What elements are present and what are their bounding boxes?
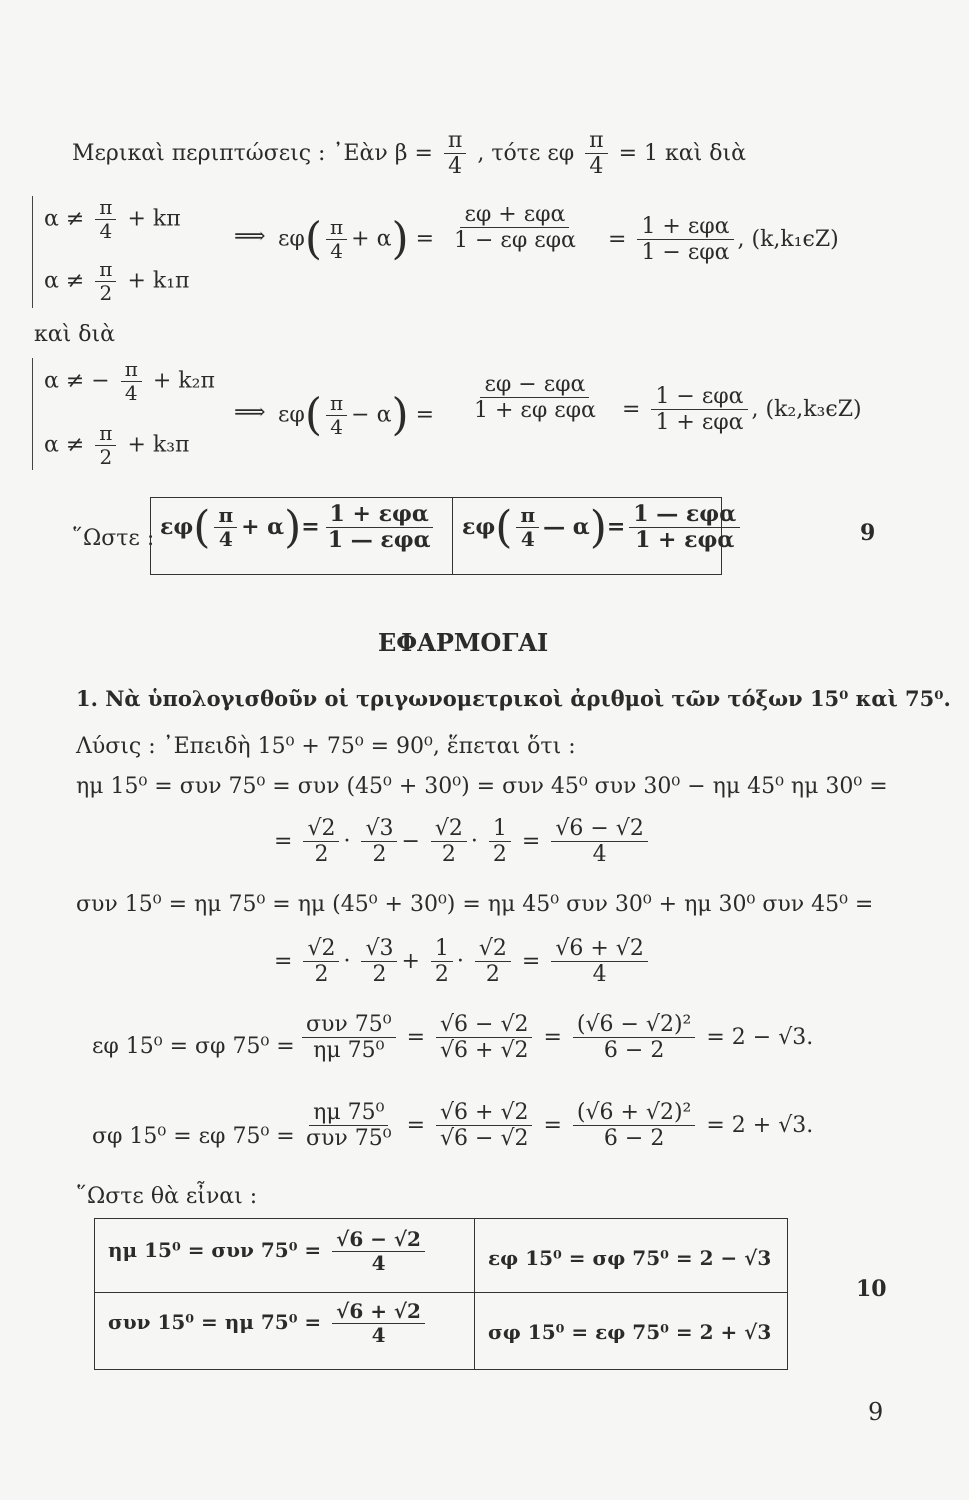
num: √3 (361, 936, 397, 962)
ef-diff-fraction (466, 372, 604, 424)
den: 2 (492, 842, 507, 868)
num: √2 (475, 936, 511, 962)
den: √6 − √2 (440, 1126, 529, 1152)
page-number: 9 (868, 1398, 884, 1426)
den: 4 (371, 1251, 386, 1275)
num: 1 + εφα (326, 502, 433, 528)
num: 1 − εφα (651, 384, 747, 410)
set-note: , (k,k₁ϵZ) (737, 226, 839, 252)
fraction (302, 1012, 396, 1064)
den: συν 75⁰ (306, 1126, 392, 1152)
paren-close: ) (589, 501, 607, 553)
wste-label: ῞Ωστε : (72, 526, 155, 551)
den: 4 (124, 381, 138, 405)
eq: = (406, 1112, 426, 1138)
eq: = (521, 948, 541, 974)
den: 2 (434, 962, 449, 988)
den: 1 + εφα (635, 527, 735, 554)
result: = 2 + √3. (706, 1112, 814, 1138)
fraction (551, 816, 647, 868)
fraction (436, 1100, 532, 1152)
eq: = (274, 828, 293, 854)
den: 2 (99, 445, 113, 469)
den: 4 (330, 239, 343, 263)
table-cell-hm15 (108, 1228, 429, 1275)
num: π (516, 504, 539, 528)
intro-text: Μερικαὶ περιπτώσεις : ᾿Εὰν (72, 140, 388, 166)
cell-lhs: ημ 15⁰ = συν 75⁰ = (108, 1238, 322, 1262)
sun15-line: συν 15⁰ = ημ 75⁰ = ημ (45⁰ + 30⁰) = ημ 45⁰ συν 30⁰ + ημ 30⁰ συν 45⁰ = (76, 892, 874, 917)
fraction (629, 502, 740, 554)
num: √6 − √2 (551, 816, 647, 842)
implies-1: ⟹ (234, 224, 266, 249)
kai-dia: καὶ διὰ (34, 322, 115, 347)
fraction (303, 936, 339, 988)
eq-one-text: = 1 καὶ διὰ (618, 140, 746, 166)
num: π (326, 216, 347, 240)
case-bracket-2 (32, 358, 33, 470)
implies-2: ⟹ (234, 400, 266, 425)
fraction (637, 214, 733, 266)
cond-tail: + k₁π (127, 268, 190, 294)
pi-over-4 (444, 128, 466, 180)
fraction (332, 1300, 425, 1347)
den: 4 (218, 527, 233, 552)
fraction (651, 384, 747, 436)
cond-text: α ≠ (44, 206, 85, 232)
den: 2 (372, 842, 387, 868)
num: π (121, 358, 142, 382)
section-title: ΕΦΑΡΜΟΓΑΙ (378, 628, 549, 657)
pi-over-4 (585, 128, 607, 180)
cond-text: α ≠ (44, 268, 85, 294)
fraction (361, 936, 397, 988)
fraction (303, 816, 339, 868)
minus-a: − α (351, 402, 392, 428)
condition-1b (44, 258, 190, 305)
num: π (214, 504, 237, 528)
fraction (551, 936, 647, 988)
num: √6 + √2 (551, 936, 647, 962)
ef-sum-fraction (446, 202, 584, 254)
ef15-lhs: εφ 15⁰ = σφ 75⁰ = (92, 1034, 295, 1059)
eq: = (274, 948, 293, 974)
pi-over-4 (214, 504, 237, 551)
den: 4 (592, 842, 607, 868)
ef: εφ (278, 226, 305, 252)
cond-tail: + k₂π (152, 368, 215, 394)
eq: = (406, 1024, 426, 1050)
eq: = (415, 402, 435, 428)
den: 1 — εφα (327, 527, 431, 554)
num: √2 (431, 816, 467, 842)
pi-over-4 (326, 392, 347, 439)
den: 2 (485, 962, 500, 988)
num: √6 + √2 (332, 1300, 425, 1324)
num: (√6 + √2)² (573, 1100, 695, 1126)
num: π (444, 128, 466, 154)
ef: εφ (160, 513, 194, 540)
then-text: , τότε εφ (477, 140, 575, 166)
num: √2 (303, 936, 339, 962)
den: √6 + √2 (440, 1038, 529, 1064)
den: 6 − 2 (603, 1038, 665, 1064)
eq: = (301, 513, 320, 540)
den: 4 (99, 219, 113, 243)
result: = 2 − √3. (706, 1024, 814, 1050)
num: π (585, 128, 607, 154)
case-bracket-1 (32, 196, 33, 308)
wste-tha-label: ῞Ωστε θὰ εἶναι : (76, 1184, 258, 1209)
table-col-divider (474, 1218, 475, 1370)
num: εφ − εφα (480, 372, 589, 398)
ef-diff-lhs (278, 389, 435, 441)
sf15-chain (298, 1100, 813, 1152)
ef15-chain (298, 1012, 813, 1064)
special-cases-line (72, 128, 746, 180)
result-box-divider (452, 497, 453, 575)
num: εφ + εφα (460, 202, 569, 228)
paren-open: ( (193, 501, 211, 553)
num: 1 — εφα (629, 502, 740, 528)
num: √3 (361, 816, 397, 842)
den: 4 (592, 962, 607, 988)
plus-a: + α (241, 513, 285, 540)
den: 4 (520, 527, 535, 552)
cond-tail: + kπ (127, 206, 181, 232)
num: (√6 − √2)² (573, 1012, 695, 1038)
fraction (302, 1100, 396, 1152)
paren-open: ( (304, 213, 322, 265)
den: 2 (99, 281, 113, 305)
pi-over-2 (95, 422, 116, 469)
minus-a: — α (543, 513, 590, 540)
num: π (95, 422, 116, 446)
fraction (573, 1100, 695, 1152)
problem-statement: 1. Νὰ ὑπολογισθοῦν οἱ τριγωνομετρικοὶ ἀριθμοὶ τῶν τόξων 15⁰ καὶ 75⁰. (76, 686, 951, 711)
den: 1 + εφα (655, 410, 744, 436)
eq: = (543, 1112, 562, 1138)
eq: = (608, 226, 627, 252)
ef: εφ (462, 513, 496, 540)
margin-number-9: 9 (860, 520, 876, 546)
ef-diff-result (622, 384, 862, 436)
den: 4 (589, 154, 604, 180)
den: 2 (314, 962, 329, 988)
den: 2 (314, 842, 329, 868)
fraction (436, 1012, 532, 1064)
cond-text: α ≠ − (44, 368, 110, 394)
beta-eq: β = (394, 140, 433, 166)
num: √6 − √2 (436, 1012, 532, 1038)
boxed-ef-minus (462, 502, 744, 554)
boxed-ef-plus (160, 502, 439, 554)
condition-1a (44, 196, 181, 243)
den: 2 (441, 842, 456, 868)
hm15-line: ημ 15⁰ = συν 75⁰ = συν (45⁰ + 30⁰) = συν 45⁰ συν 30⁰ − ημ 45⁰ ημ 30⁰ = (76, 774, 888, 799)
fraction (332, 1228, 425, 1275)
num: π (95, 196, 116, 220)
num: √2 (303, 816, 339, 842)
den: 4 (371, 1323, 386, 1347)
paren-close: ) (391, 213, 409, 265)
fraction (470, 372, 600, 424)
sun15-expansion: = $\frac{√2}{2}$ · $\frac{√3}{2}$ + $\frac{1}{2}$ · $\frac{√2}{2}$ = $\frac{√6 + √2}{4}$ (274, 936, 652, 988)
den: 4 (330, 415, 343, 439)
num: 1 + εφα (637, 214, 733, 240)
table-cell-ef15: εφ 15⁰ = σφ 75⁰ = 2 − √3 (488, 1246, 772, 1270)
den: 1 + εφ εφα (474, 398, 596, 424)
eq: = (622, 396, 641, 422)
pi-over-4 (516, 504, 539, 551)
eq: = (606, 513, 626, 540)
pi-over-4 (95, 196, 116, 243)
fraction (361, 816, 397, 868)
hm15-expansion: = $\frac{√2}{2}$ · $\frac{√3}{2}$ − $\frac{√2}{2}$ · $\frac{1}{2}$ = $\frac{√6 - √2}{4}$ (274, 816, 652, 868)
num: π (326, 392, 347, 416)
num: √6 − √2 (332, 1228, 425, 1252)
eq: = (521, 828, 541, 854)
table-cell-sf15: σφ 15⁰ = εφ 75⁰ = 2 + √3 (488, 1320, 772, 1344)
num: √6 + √2 (436, 1100, 532, 1126)
den: 2 (372, 962, 387, 988)
den: 4 (448, 154, 463, 180)
pi-over-2 (95, 258, 116, 305)
den: 1 − εφ εφα (454, 228, 576, 254)
fraction (450, 202, 580, 254)
fraction (573, 1012, 695, 1064)
den: ημ 75⁰ (313, 1038, 385, 1064)
cell-lhs: συν 15⁰ = ημ 75⁰ = (108, 1310, 322, 1334)
den: 6 − 2 (603, 1126, 665, 1152)
condition-2a (44, 358, 215, 405)
fraction (431, 936, 453, 988)
fraction (489, 816, 511, 868)
num: 1 (431, 936, 453, 962)
num: 1 (489, 816, 511, 842)
den: 1 − εφα (641, 240, 730, 266)
eq: = (543, 1024, 562, 1050)
sf15-lhs: σφ 15⁰ = εφ 75⁰ = (92, 1124, 295, 1149)
set-note: , (k₂,k₃ϵZ) (751, 396, 862, 422)
solution-intro: Λύσις : ᾿Επειδὴ 15⁰ + 75⁰ = 90⁰, ἕπεται ὅτι : (76, 734, 576, 759)
paren-open: ( (495, 501, 513, 553)
num: π (95, 258, 116, 282)
paren-open: ( (304, 389, 322, 441)
condition-2b (44, 422, 190, 469)
pi-over-4 (121, 358, 142, 405)
num: συν 75⁰ (302, 1012, 396, 1038)
fraction (475, 936, 511, 988)
fraction (431, 816, 467, 868)
table-row-divider (94, 1292, 788, 1293)
ef-sum-lhs (278, 213, 435, 265)
fraction (324, 502, 435, 554)
plus-a: + α (351, 226, 392, 252)
paren-close: ) (391, 389, 409, 441)
ef: εφ (278, 402, 305, 428)
eq: = (415, 226, 435, 252)
margin-number-10: 10 (856, 1276, 887, 1302)
cond-tail: + k₃π (127, 432, 190, 458)
paren-close: ) (284, 501, 302, 553)
cond-text: α ≠ (44, 432, 85, 458)
pi-over-4 (326, 216, 347, 263)
ef-sum-result (608, 214, 839, 266)
table-cell-sun15 (108, 1300, 429, 1347)
num: ημ 75⁰ (309, 1100, 388, 1126)
